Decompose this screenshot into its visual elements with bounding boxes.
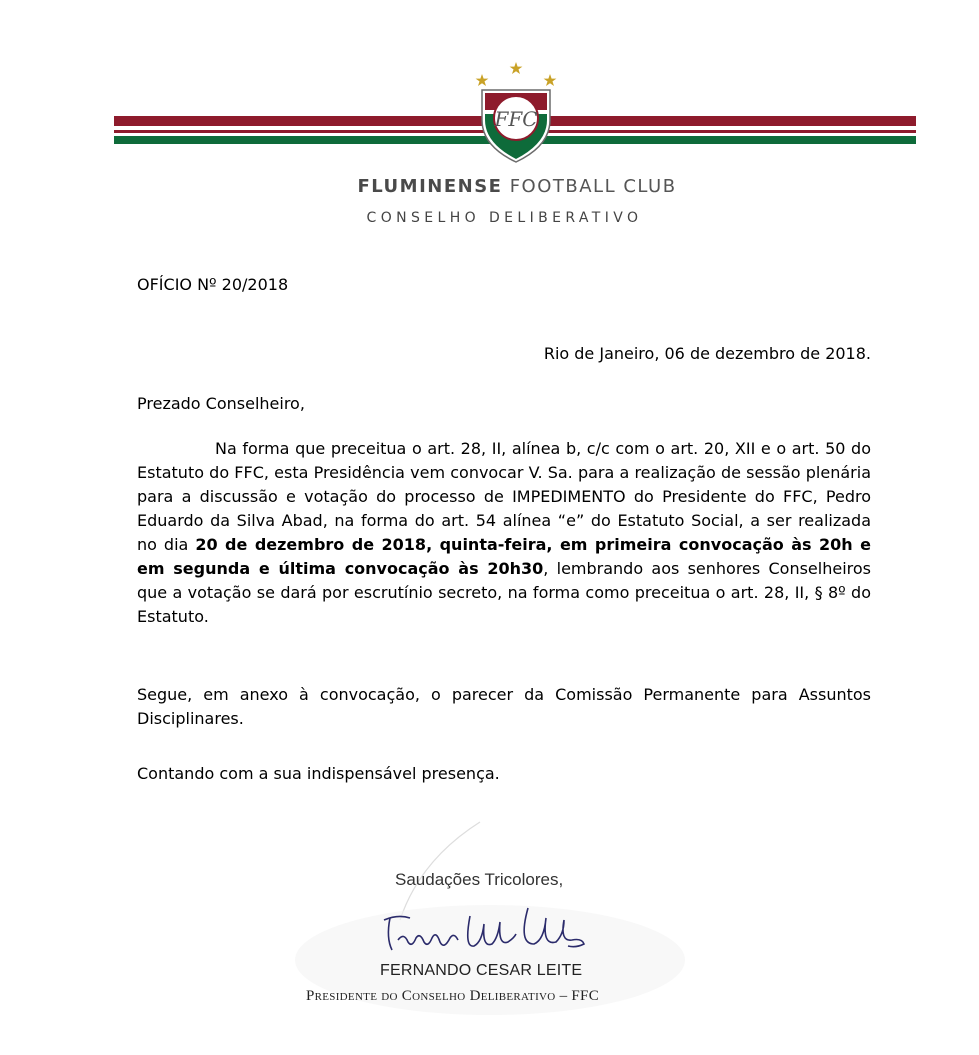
svg-text:FFC: FFC: [494, 107, 538, 131]
star-icon: [476, 74, 489, 86]
council-name: CONSELHO DELIBERATIVO: [366, 210, 643, 226]
star-icon: [510, 62, 523, 74]
salutation: Saudações Tricolores,: [395, 870, 564, 889]
signer-role: Presidente do Conselho Deliberativo – FFC: [306, 988, 600, 1004]
letterhead: [0, 0, 979, 240]
meeting-date-highlight: 20 de dezembro de 2018, quinta-feira, em primeira convocação às 20h e em segunda e última convocação às 20h30: [137, 535, 871, 578]
club-name: FLUMINENSE FOOTBALL CLUB: [357, 176, 677, 197]
closing-line: Contando com a sua indispensável presença.: [137, 764, 500, 783]
handwritten-signature: [378, 898, 608, 960]
body-paragraph-annex: Segue, em anexo à convocação, o parecer da Comissão Permanente para Assuntos Disciplinares.: [137, 685, 871, 728]
club-crest-logo: [466, 60, 566, 164]
oficio-number: OFÍCIO Nº 20/2018: [137, 275, 289, 294]
star-icon: [544, 74, 557, 86]
letter-date: Rio de Janeiro, 06 de dezembro de 2018.: [543, 344, 871, 363]
signer-name: FERNANDO CESAR LEITE: [380, 962, 583, 979]
body-paragraph-convocation: Na forma que preceitua o art. 28, II, alínea b, c/c com o art. 20, XII e o art. 50 do Estatuto do FFC, esta Presidência vem convocar V. Sa. para a realização de sessão plenária para a discussão e votação do processo de IMPEDIMENTO do Presidente do FFC, Pedro Eduardo da Silva Abad, na forma do art. 54 alínea “e” do Estatuto Social, a ser realizada no dia 20 de dezembro de 2018, quinta-feira, em primeira convocação às 20h e em segunda e última convocação às 20h30, lembrando aos senhores Conselheiros que a votação se dará por escrutínio secreto, na forma como preceitua o art. 28, II, § 8º do Estatuto.: [137, 439, 872, 626]
greeting: Prezado Conselheiro,: [137, 394, 305, 413]
